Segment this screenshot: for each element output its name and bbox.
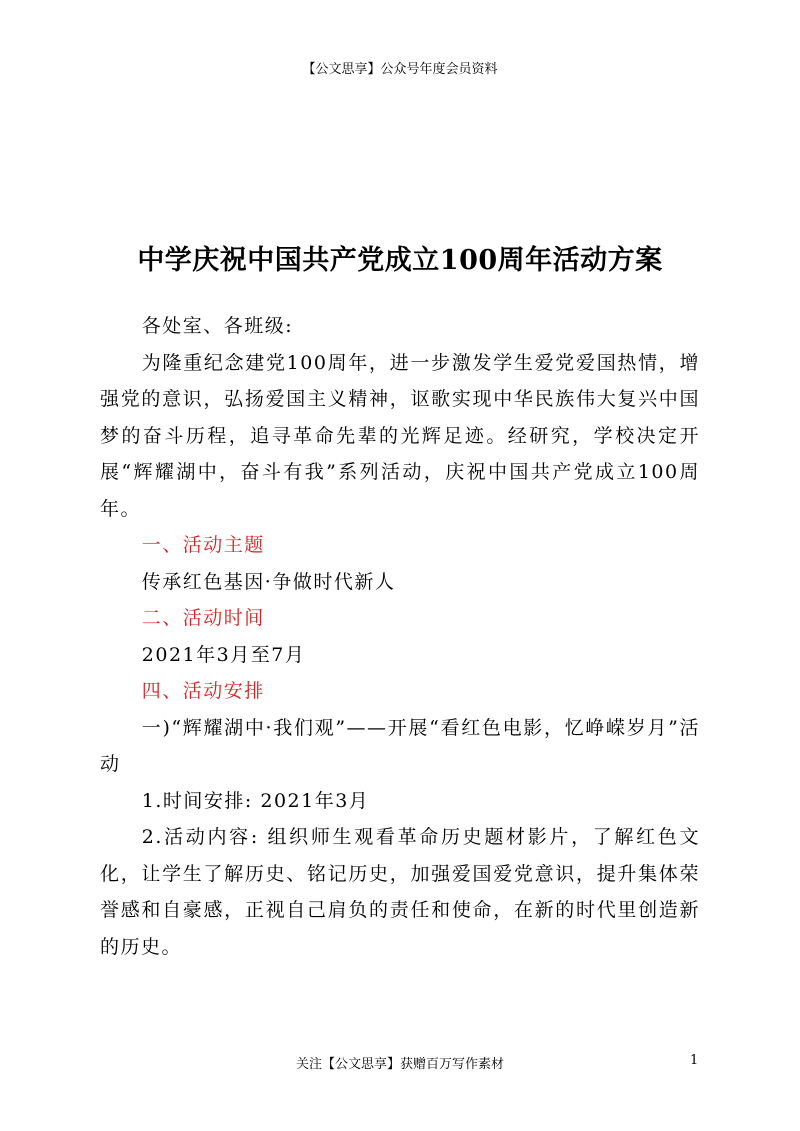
subsection-title: 一)“辉耀湖中·我们观”——开展“看红色电影，忆峥嵘岁月”活动	[100, 716, 700, 775]
subsection-content: 2.活动内容: 组织师生观看革命历史题材影片，了解红色文化，让学生了解历史、铭记历史，加强爱国爱党意识，提升集体荣誉感和自豪感，正视自己肩负的责任和使命，在新的时代里创造新的历史。	[100, 826, 700, 958]
intro-paragraph: 为隆重纪念建党100周年，进一步激发学生爱党爱国热情，增强党的意识，弘扬爱国主义精神，讴歌实现中华民族伟大复兴中国梦的奋斗历程，追寻革命先辈的光辉足迹。经研究，学校决定开展“辉耀湖中，奋斗有我”系列活动，庆祝中国共产党成立100周年。	[100, 351, 700, 520]
document-body	[100, 308, 700, 965]
salutation: 各处室、各班级:	[141, 315, 294, 337]
section-text-theme: 传承红色基因·争做时代新人	[141, 570, 396, 593]
page-footer-note: 关注【公文思享】获赠百万写作素材	[295, 1057, 504, 1072]
document-title: 中学庆祝中国共产党成立100周年活动方案	[137, 245, 663, 276]
subsection-time: 1.时间安排: 2021年3月	[141, 789, 370, 812]
page-number: 1	[690, 1053, 699, 1068]
section-heading-theme: 一、活动主题	[141, 534, 265, 556]
page-header-note: 【公文思享】公众号年度会员资料	[302, 62, 498, 77]
section-heading-arrangement: 四、活动安排	[141, 680, 265, 702]
section-heading-time: 二、活动时间	[141, 607, 265, 629]
section-text-time: 2021年3月至7月	[141, 643, 306, 666]
